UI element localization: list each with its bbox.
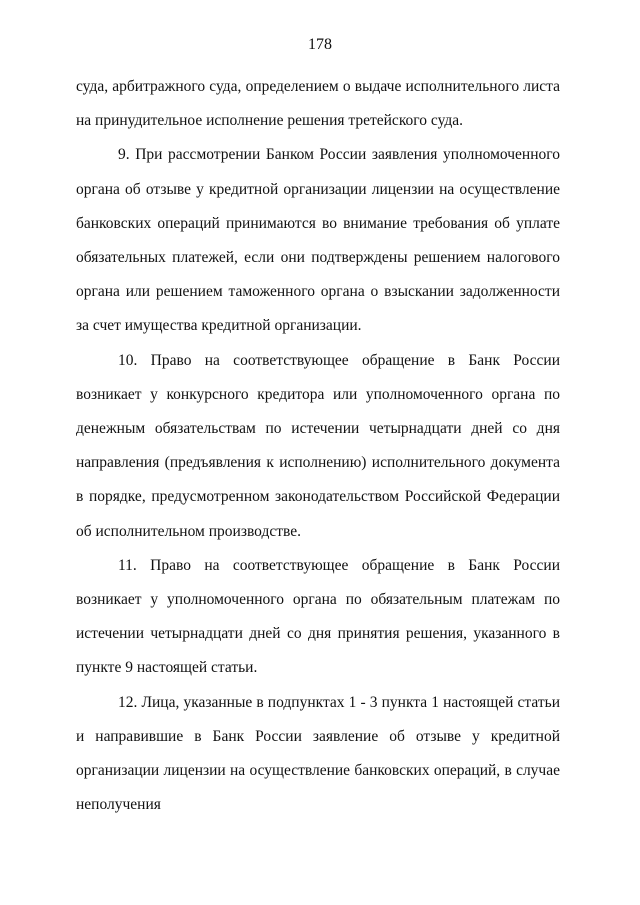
body-text (76, 70, 560, 822)
paragraph-item-12: 12. Лица, указанные в подпунктах 1 - 3 пункта 1 настоящей статьи и направившие в Банк России заявление об отзыве у кредитной организации лицензии на осуществление банковских операций, в случае неполучения (76, 693, 560, 814)
paragraph-item-11: 11. Право на соответствующее обращение в Банк России возникает у уполномоченного органа по обязательным платежам по истечении четырнадцати дней со дня принятия решения, указанного в пункте 9 настоящей статьи. (76, 556, 560, 677)
paragraph-continuation: суда, арбитражного суда, определением о выдаче исполнительного листа на принудительное исполнение решения третейского суда. (76, 78, 560, 130)
paragraph-item-9: 9. При рассмотрении Банком России заявления уполномоченного органа об отзыве у кредитной организации лицензии на осуществление банковских операций принимаются во внимание требования об уплате обязательных платежей, если они подтверждены решением налогового органа или решением таможенного органа о взыскании задолженности за счет имущества кредитной организации. (76, 146, 560, 335)
paragraph-item-10: 10. Право на соответствующее обращение в Банк России возникает у конкурсного кредитора или уполномоченного органа по денежным обязательствам по истечении четырнадцати дней со дня направления (предъявления к исполнению) исполнительного документа в порядке, предусмотренном законодательством Российской Федерации об исполнительном производстве. (76, 351, 560, 540)
page-number: 178 (308, 36, 332, 53)
